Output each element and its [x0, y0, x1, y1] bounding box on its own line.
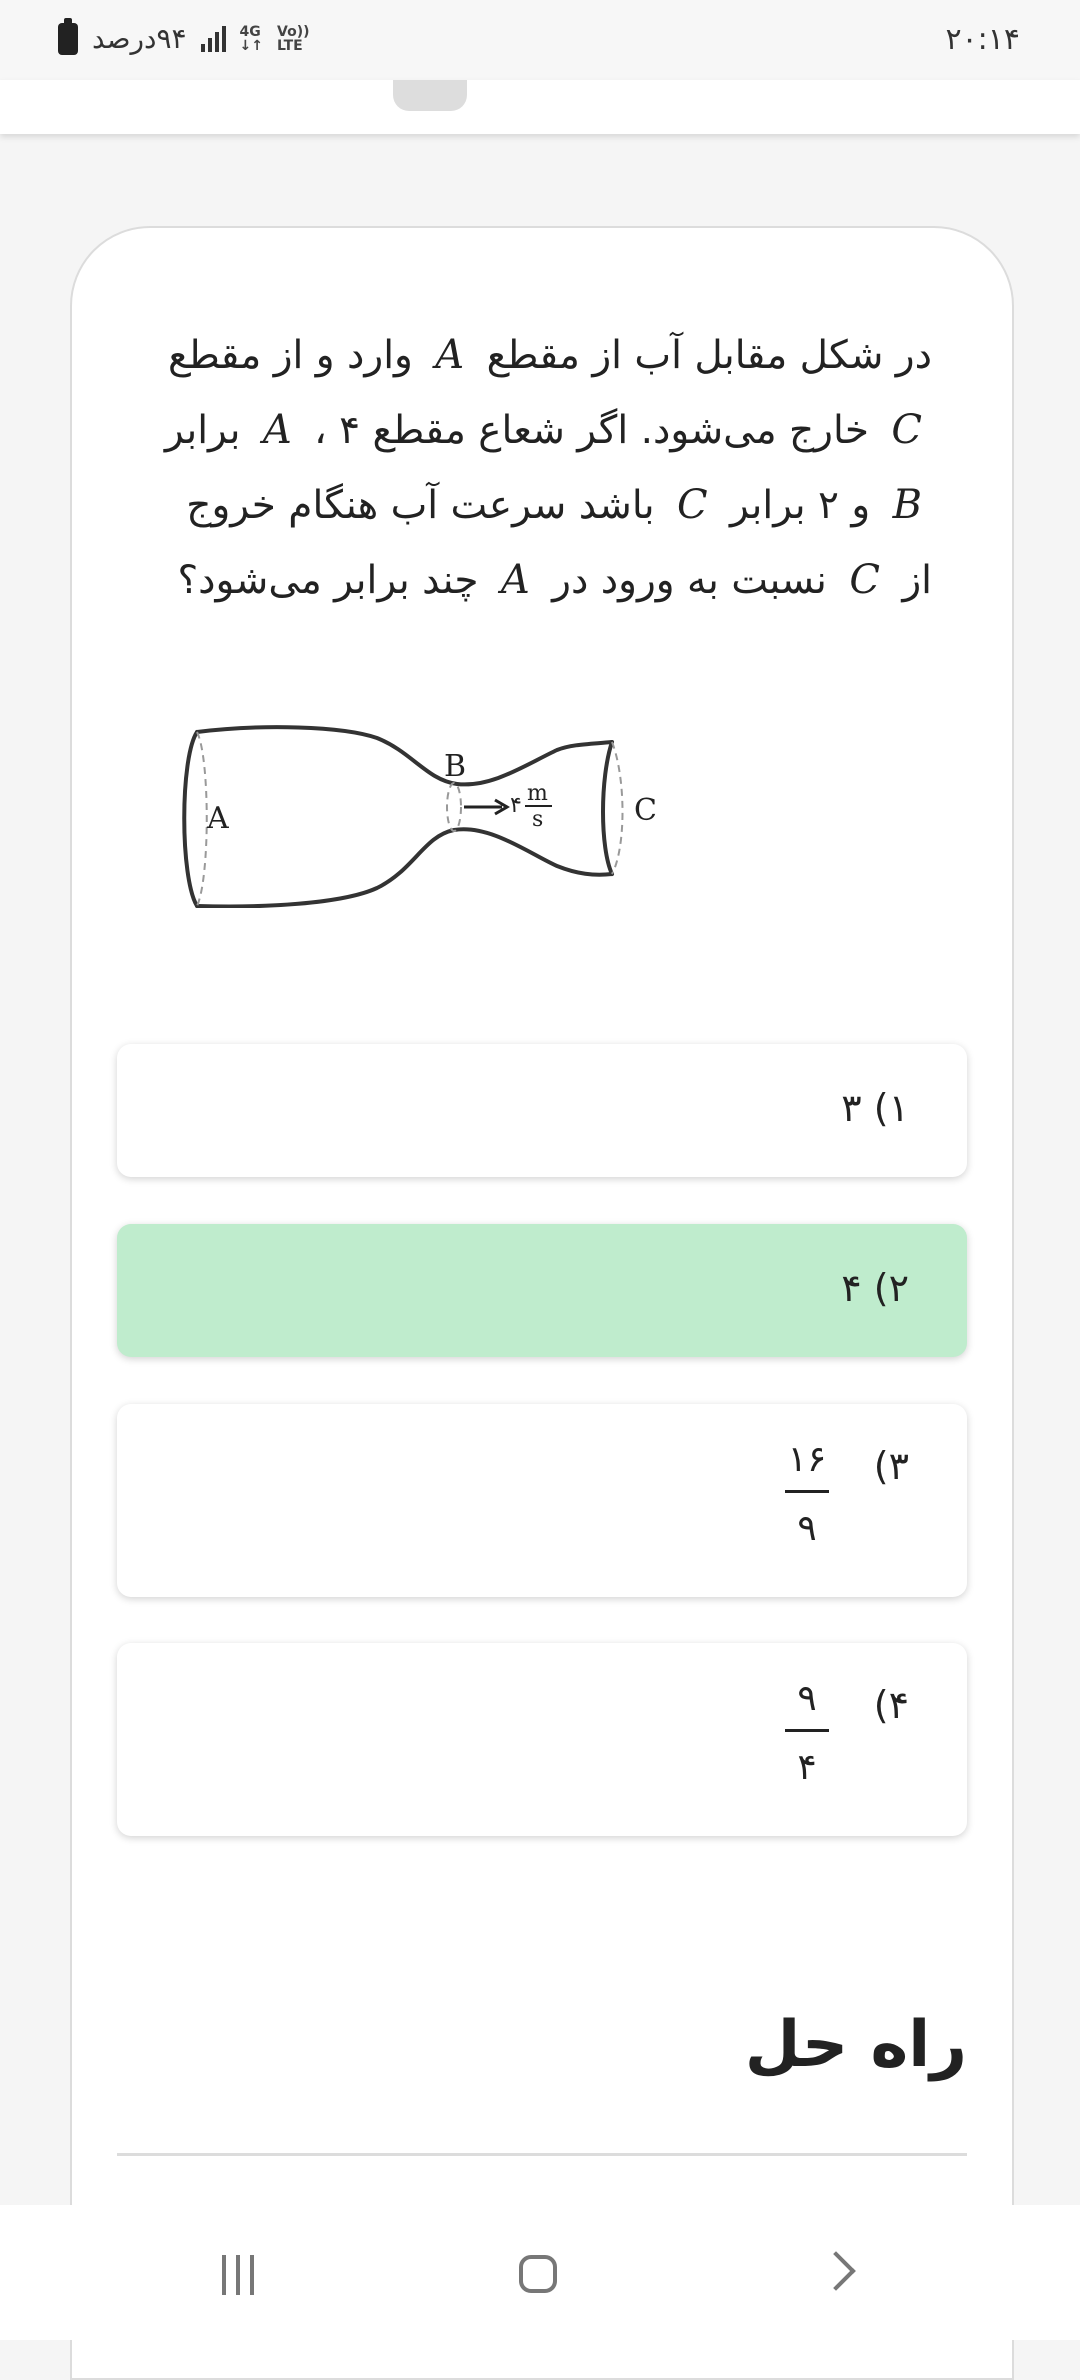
option-1-label: ۱) [873, 1086, 909, 1130]
option-4[interactable] [117, 1643, 967, 1836]
question-segment: چند برابر می‌شود؟ [177, 558, 479, 603]
back-icon[interactable] [816, 2251, 856, 2291]
pipe-top-wall [197, 727, 612, 784]
question-segment: وارد و از مقطع [167, 333, 413, 378]
option-1-value: ۳ [841, 1086, 862, 1130]
solution-title: راه حل [744, 2008, 967, 2082]
volte-bottom: LTE [277, 37, 303, 54]
option-2[interactable] [117, 1224, 967, 1357]
option-1-text [841, 1086, 909, 1130]
section-a-edge [184, 732, 197, 906]
question-segment: خارج می‌شود. اگر شعاع مقطع [372, 408, 869, 453]
variable-a: A [262, 407, 292, 453]
label-c: C [634, 793, 657, 828]
navigation-bar [0, 2205, 1080, 2340]
option-3-numerator: ۱۶ [787, 1439, 827, 1480]
label-b: B [444, 749, 467, 784]
divider [117, 2153, 967, 2156]
battery-percentage: ۹۴درصد [92, 22, 187, 55]
option-4-denominator: ۴ [797, 1747, 817, 1788]
data-arrows-icon: ↓↑ [239, 37, 264, 54]
battery-icon [58, 23, 78, 55]
section-b-dashed [447, 783, 461, 831]
home-icon[interactable] [519, 2255, 557, 2293]
option-3-denominator: ۹ [797, 1508, 817, 1549]
option-3[interactable] [117, 1404, 967, 1597]
option-1[interactable] [117, 1044, 967, 1177]
option-3-label: ۳) [873, 1444, 909, 1488]
option-2-label: ۲) [873, 1266, 909, 1310]
velocity-value: ۴ [510, 793, 522, 818]
status-bar [0, 0, 1080, 80]
option-4-fraction [785, 1673, 829, 1794]
section-c-dashed [612, 742, 623, 874]
option-3-fraction [785, 1434, 829, 1555]
variable-a: A [500, 557, 530, 603]
option-2-text [841, 1266, 909, 1310]
variable-c: C [891, 407, 922, 453]
velocity-unit-m: m [527, 781, 548, 806]
network-icon [240, 25, 263, 53]
option-2-value: ۴ [841, 1266, 862, 1310]
option-4-numerator: ۹ [797, 1678, 817, 1719]
recent-apps-icon[interactable] [216, 2255, 260, 2295]
variable-b: B [892, 482, 922, 528]
label-a: A [207, 801, 229, 836]
option-4-label: ۴) [873, 1683, 909, 1727]
section-c-edge [603, 742, 612, 874]
question-segment: در شکل مقابل آب از مقطع [486, 333, 932, 378]
pipe-diagram [152, 708, 762, 908]
section-a-dashed [197, 732, 207, 906]
fraction-bar [785, 1490, 829, 1493]
variable-a: A [435, 332, 465, 378]
volte-top: Vo)) [277, 23, 310, 40]
velocity-unit-s: s [532, 807, 544, 832]
question-segment: باشد سرعت آب هنگام خروج از [186, 483, 932, 603]
volte-icon [277, 25, 309, 53]
question-segment: و ۲ برابر [730, 483, 871, 528]
question-segment: ، ۴ برابر [164, 408, 361, 453]
fraction-bar [785, 1729, 829, 1732]
drag-handle[interactable] [393, 80, 467, 111]
status-indicators [58, 22, 310, 55]
question-segment: نسبت به ورود در [552, 558, 827, 603]
variable-c: C [677, 482, 708, 528]
question-card [70, 226, 1014, 2380]
network-type: 4G [239, 23, 261, 40]
pipe-bottom-wall [197, 829, 612, 906]
signal-icon [201, 26, 226, 52]
top-sheet [0, 80, 1080, 134]
variable-c: C [849, 557, 880, 603]
status-time: ۲۰:۱۴ [945, 22, 1020, 57]
question-text [152, 318, 932, 618]
